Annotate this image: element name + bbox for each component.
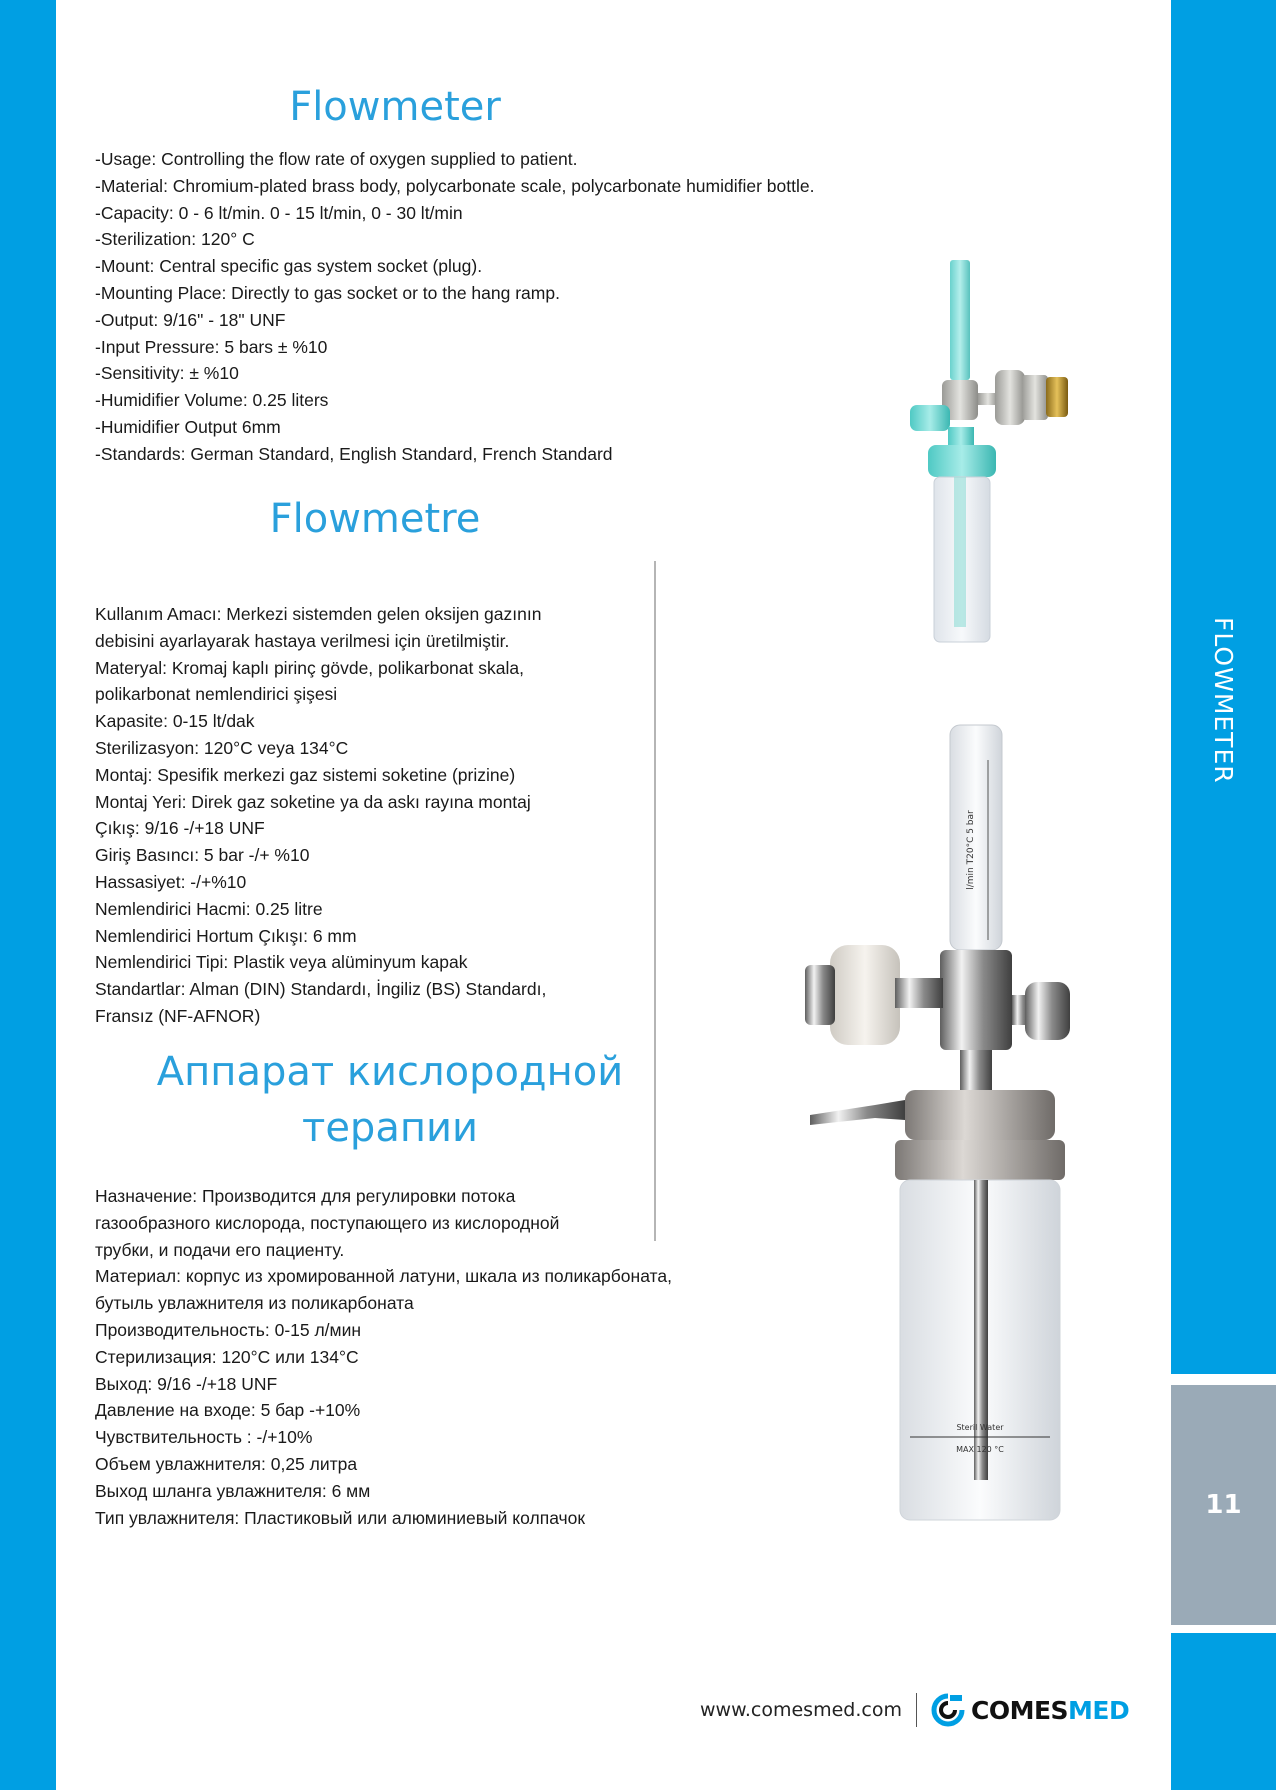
spec-line: Çıkış: 9/16 -/+18 UNF xyxy=(95,818,265,839)
russian-title xyxy=(120,1044,660,1156)
spec-line: бутыль увлажнителя из поликарбоната xyxy=(95,1293,414,1314)
humidifier-lid xyxy=(905,1090,1055,1140)
spec-line: -Standards: German Standard, English Standard, French Standard xyxy=(95,443,613,464)
logo-text-comes: COMES xyxy=(970,1695,1069,1725)
flow-tube xyxy=(950,725,1002,950)
spec-line: Materyal: Kromaj kaplı pirinç gövde, polikarbonat skala, xyxy=(95,657,524,678)
russian-title-line2: терапии xyxy=(302,1105,478,1151)
spec-line: -Mount: Central specific gas system socket (plug). xyxy=(95,256,483,277)
spec-line: -Capacity: 0 - 6 lt/min. 0 - 15 lt/min, 0 - 30 lt/min xyxy=(95,202,463,223)
turkish-spec-list xyxy=(95,601,546,1030)
right-accent-bar-bottom xyxy=(1171,1633,1276,1790)
spec-line: Nemlendirici Tipi: Plastik veya alüminyum kapak xyxy=(95,952,468,973)
control-knob xyxy=(910,405,950,431)
turkish-title: Flowmetre xyxy=(269,496,481,542)
spec-line: -Humidifier Volume: 0.25 liters xyxy=(95,390,329,411)
spec-line: Kullanım Amacı: Merkezi sistemden gelen oksijen gazının xyxy=(95,604,542,624)
russian-spec-list xyxy=(95,1183,672,1531)
control-knob xyxy=(1025,982,1070,1040)
spec-line: газообразного кислорода, поступающего из кислородной xyxy=(95,1212,560,1233)
scale-text: l/min T20°C 5 bar xyxy=(966,810,976,890)
spec-line: Материал: корпус из хромированной латуни, шкала из поликарбоната, xyxy=(95,1266,672,1287)
spec-line: -Humidifier Output 6mm xyxy=(95,416,281,437)
english-spec-list xyxy=(95,146,814,468)
logo-mark-icon xyxy=(931,1693,965,1727)
spec-line: -Material: Chromium-plated brass body, polycarbonate scale, polycarbonate humidifier bottle. xyxy=(95,175,815,196)
spec-line: Standartlar: Alman (DIN) Standardı, İngiliz (BS) Standardı, xyxy=(95,979,547,1000)
spec-line: Тип увлажнителя: Пластиковый или алюминиевый колпачок xyxy=(95,1507,586,1528)
footer xyxy=(700,1690,1129,1730)
left-accent-bar xyxy=(0,0,56,1790)
bottle-max: MAX 120 °C xyxy=(956,1445,1004,1454)
spec-line: Nemlendirici Hortum Çıkışı: 6 mm xyxy=(95,925,357,946)
socket-adapter xyxy=(830,945,900,1045)
logo-text-med: MED xyxy=(1068,1695,1130,1725)
section-label: FLOWMETER xyxy=(1209,616,1238,784)
humidifier-cap xyxy=(928,445,996,477)
english-title: Flowmeter xyxy=(289,84,501,130)
spec-line: Объем увлажнителя: 0,25 литра xyxy=(95,1453,358,1474)
column-divider xyxy=(654,561,656,1241)
russian-title-line1: Аппарат кислородной xyxy=(156,1049,624,1095)
spec-line: Стерилизация: 120°C или 134°C xyxy=(95,1346,359,1367)
section-tab xyxy=(1171,590,1276,810)
product-image-metal-flowmeter xyxy=(790,720,1090,1530)
spec-line: Давление на входе: 5 бар -+10% xyxy=(95,1400,361,1421)
valve-body xyxy=(940,950,1012,1050)
spec-line: Montaj: Spesifik merkezi gaz sistemi soketine (prizine) xyxy=(95,764,516,785)
spec-line: Giriş Basıncı: 5 bar -/+ %10 xyxy=(95,845,310,866)
spec-line: -Sterilization: 120° C xyxy=(95,229,255,250)
spec-line: Nemlendirici Hacmi: 0.25 litre xyxy=(95,898,323,919)
product-image-plastic-flowmeter xyxy=(850,255,1090,655)
spec-line: Montaj Yeri: Direk gaz soketine ya da askı rayına montaj xyxy=(95,791,531,812)
spec-line: debisini ayarlayarak hastaya verilmesi için üretilmiştir. xyxy=(95,630,510,651)
spec-line: Fransız (NF-AFNOR) xyxy=(95,1005,261,1026)
spec-line: polikarbonat nemlendirici şişesi xyxy=(95,684,338,705)
spec-line: трубки, и подачи его пациенту. xyxy=(95,1239,345,1260)
company-logo xyxy=(931,1693,1129,1727)
spec-line: Выход шланга увлажнителя: 6 мм xyxy=(95,1480,371,1501)
footer-divider xyxy=(916,1693,917,1727)
socket-plug xyxy=(995,370,1025,425)
website-link[interactable]: www.comesmed.com xyxy=(700,1699,902,1721)
spec-line: -Usage: Controlling the flow rate of oxygen supplied to patient. xyxy=(95,149,578,169)
spec-line: Назначение: Производится для регулировки потока xyxy=(95,1186,516,1206)
hose-outlet xyxy=(810,1100,905,1125)
flow-tube xyxy=(950,260,970,380)
spec-line: Чувствительность : -/+10% xyxy=(95,1427,313,1448)
spec-line: Выход: 9/16 -/+18 UNF xyxy=(95,1373,278,1394)
page-number: 11 xyxy=(1205,1490,1242,1520)
bottle-label: Steril Water xyxy=(956,1423,1004,1432)
spec-line: Hassasiyet: -/+%10 xyxy=(95,871,247,892)
spec-line: -Input Pressure: 5 bars ± %10 xyxy=(95,336,328,357)
spec-line: Kapasite: 0-15 lt/dak xyxy=(95,711,255,732)
spec-line: Sterilizasyon: 120°C veya 134°C xyxy=(95,737,349,758)
spec-line: -Output: 9/16" - 18" UNF xyxy=(95,309,286,330)
spec-line: -Mounting Place: Directly to gas socket or to the hang ramp. xyxy=(95,282,560,303)
spec-line: Производительность: 0-15 л/мин xyxy=(95,1319,362,1340)
spec-line: -Sensitivity: ± %10 xyxy=(95,363,239,384)
